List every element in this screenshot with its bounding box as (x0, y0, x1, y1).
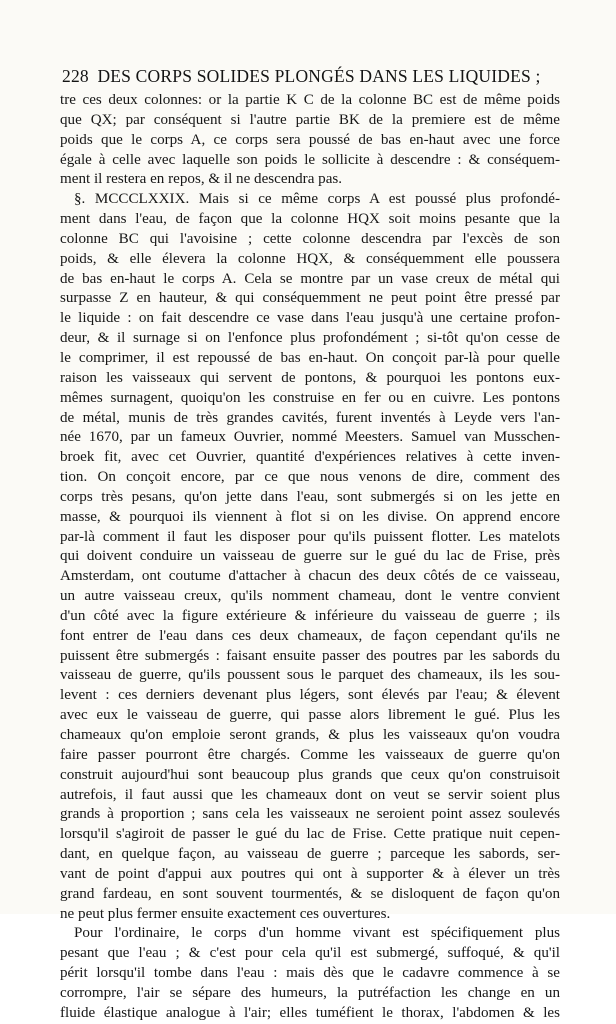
text-line: de bas en-haut le corps A. Cela se montre par un vase creux de métal qui (60, 270, 560, 287)
running-title: DES CORPS SOLIDES PLONGÉS DANS LES LIQUIDES ; (97, 66, 541, 86)
text-line: fluide élastique analogue à l'air; elles tuméfient le thorax, l'abdomen & les (60, 1004, 560, 1021)
text-line: ment il restera en repos, & il ne descendra pas. (60, 171, 343, 188)
text-line: de métal, munis de très grandes cavités, furent inventés à Leyde vers l'an- (60, 409, 560, 426)
text-line: périt lorsqu'il tombe dans l'eau : mais dès que le cadavre commence à se (60, 965, 560, 982)
text-line: corps très pesans, qu'on jette dans l'eau, sont submergés si on les jette en (60, 488, 560, 505)
text-line: grand fardeau, en sont souvent tourmentés, & se disloquent de façon qu'on (60, 885, 560, 902)
text-line: qui doivent conduire un vaisseau de guerre sur le gué du lac de Frise, près (60, 548, 560, 565)
text-line: Pour l'ordinaire, le corps d'un homme vivant est spécifiquement plus (74, 925, 560, 942)
text-line: construit aujourd'hui sont beaucoup plus grands que ceux qu'on construisoit (60, 766, 560, 783)
text-line: tion. On conçoit encore, par ce que nous venons de dire, comment des (60, 469, 560, 486)
text-line: vant de point d'appui aux poutres qui ont à supporter & à élever un très (60, 865, 560, 882)
body-text (60, 91, 560, 1024)
text-line: lorsqu'il s'agiroit de passer le gué du lac de Frise. Cette pratique nuit cepen- (60, 826, 560, 843)
text-line: raison les vaisseaux qui servent de pontons, & pourquoi les pontons eux- (60, 369, 560, 386)
text-line: chameaux qu'on emploie seront grands, & plus les vaisseaux qu'on voudra (60, 727, 560, 743)
text-line: deur, & il surnage si on l'enfonce plus profondément ; si-tôt qu'on cesse de (60, 330, 560, 347)
text-line: corrompre, l'air se sépare des humeurs, la putréfaction les change en un (60, 984, 560, 1001)
text-line: Amsterdam, ont coutume d'attacher à chacun des deux côtés de ce vaisseau, (60, 568, 560, 585)
text-line: ment dans l'eau, de façon que la colonne HQX soit moins pesante que la (60, 211, 560, 228)
text-line: colonne BC qui l'avoisine ; cette colonne descendra par l'excès de son (60, 230, 560, 247)
text-line: grands à proportion ; sans cela les vaisseaux ne seroient point assez soulevés (60, 806, 560, 823)
text-line: un autre vaisseau creux, qu'ils nomment chameau, dont le ventre convient (60, 588, 560, 605)
text-line: née 1670, par un fameux Ouvrier, nommé Meesters. Samuel van Musschen- (60, 429, 560, 446)
text-line: d'un côté avec la figure extérieure & inférieure du vaisseau de guerre ; ils (60, 607, 560, 624)
text-line: faire passer pourront être chargés. Comme les vaisseaux de guerre qu'on (60, 746, 560, 763)
text-line: poids, & elle élevera la colonne HQX, & conséquemment elle poussera (60, 250, 560, 267)
text-line: égale à celle avec laquelle son poids le sollicite à descendre : & conséquem- (60, 151, 560, 168)
text-line: le liquide : on fait descendre ce vase dans l'eau jusqu'à une certaine profon- (60, 310, 560, 327)
text-line: le comprimer, il est repoussé de bas en-haut. On conçoit par-là pour quelle (60, 349, 560, 366)
text-line: tre ces deux colonnes: or la partie K C de la colonne BC est de même poids (60, 92, 560, 108)
text-line: avec eux le vaisseau de guerre, qui passe alors librement le gué. Plus les (60, 707, 560, 724)
text-line: §. MCCCLXXIX. Mais si ce même corps A est poussé plus profondé- (74, 191, 560, 208)
text-line: autrefois, il faut aussi que les chameaux dont on veut se servir soient plus (60, 786, 560, 803)
text-line: surpasse Z en hauteur, & qui conséquemment ne peut point être pressé par (60, 290, 560, 307)
text-line: broek fit, avec cet Ouvrier, quantité d'expériences relatives à cette inven- (60, 449, 560, 466)
text-line: pesant que l'eau ; & c'est pour cela qu'il est submergé, suffoqué, & qu'il (60, 945, 560, 962)
text-line: dant, en quelque façon, au vaisseau de guerre ; parceque les sabords, ser- (60, 846, 560, 863)
text-line: que QX; par conséquent si l'autre partie BK de la premiere est de même (60, 111, 560, 128)
text-line: par-là comment il faut les disposer pour qu'ils puissent flotter. Les matelots (60, 528, 560, 545)
text-line: masse, & pourquoi ils viennent à flot si on les divise. On apprend encore (60, 508, 560, 525)
text-line: vaisseau de guerre, qu'ils poussent sous le parquet des chameaux, ils les sou- (60, 667, 560, 684)
text-line: mêmes surnagent, quoiqu'on les construise en fer ou en cuivre. Les pontons (60, 389, 560, 406)
text-line: ne peut plus fermer ensuite exactement ces ouvertures. (60, 905, 391, 922)
text-line: poids que le corps A, ce corps sera poussé de bas en-haut avec une force (60, 131, 560, 148)
running-header (62, 66, 562, 90)
page-number: 228 (62, 66, 89, 86)
text-line: puissent être submergés : faisant ensuite passer des poutres par les sabords du (60, 647, 560, 664)
text-line: font entrer de l'eau dans ces deux chameaux, de façon cependant qu'ils ne (60, 627, 560, 644)
text-line: levent : ces derniers devenant plus légers, sont élevés par l'eau; & élevent (60, 687, 560, 704)
